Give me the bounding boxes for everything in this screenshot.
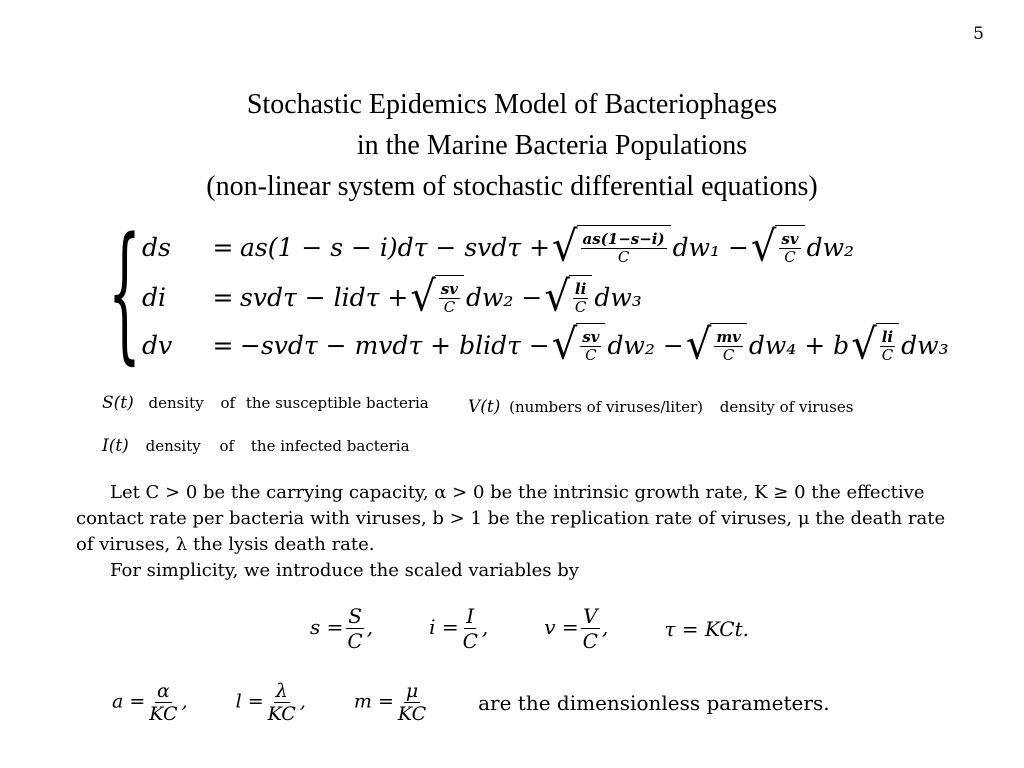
- scaled-v-lhs: v =: [544, 615, 579, 639]
- def-i-word2: of: [219, 437, 235, 455]
- def-s-word2: of: [220, 394, 236, 412]
- scaled-s-num: S: [348, 604, 362, 628]
- eq1-sqrt1-den: C: [617, 247, 630, 266]
- eq1-sqrt2-num: sv: [781, 229, 799, 248]
- param-l-num: λ: [275, 680, 288, 702]
- scaled-i-sep: ,: [481, 615, 489, 639]
- title-line-1: Stochastic Epidemics Model of Bacteriophages: [246, 89, 778, 120]
- param-text: are the dimensionless parameters.: [478, 690, 830, 715]
- param-l-den: KC: [267, 703, 296, 725]
- eq2-equals: =: [212, 282, 234, 312]
- eq3-sqrt3-num: li: [881, 327, 894, 346]
- eq2-terms: svdτ − lidτ +: [240, 282, 409, 312]
- dimensionless-parameters: [112, 680, 830, 725]
- eq1-sqrt-1: √ $\frac{as(1-s-i)}{C}$: [552, 225, 671, 269]
- param-a: [112, 680, 188, 725]
- eq3-equals: =: [212, 330, 234, 360]
- eq3-sqrt2-num: mv: [716, 327, 741, 346]
- para-line-3: of viruses, λ the lysis death rate.: [76, 534, 375, 555]
- param-l-sep: ,: [299, 690, 306, 713]
- eq3-sqrt-1: √ $\frac{sv}{C}$: [552, 323, 606, 367]
- eq3-lhs: dv: [142, 330, 173, 360]
- param-m: [354, 680, 430, 725]
- eq3-sqrt1-den: C: [585, 345, 597, 364]
- eq1-sqrt2-den: C: [784, 247, 796, 266]
- param-m-lhs: m =: [353, 690, 394, 713]
- def-v-desc: density of viruses: [719, 398, 854, 416]
- param-m-num: μ: [405, 680, 419, 702]
- eq3-sqrt1-num: sv: [582, 327, 600, 346]
- def-v-units: (numbers of viruses/liter): [509, 398, 703, 416]
- def-s-var: S(t): [102, 393, 134, 413]
- equation-ds: [142, 222, 854, 272]
- eq2-after-1: dw₂ −: [466, 282, 543, 312]
- eq1-sqrt-2: √ $\frac{sv}{C}$: [751, 225, 805, 269]
- eq2-lhs: di: [142, 282, 166, 312]
- def-s-desc: the susceptible bacteria: [245, 394, 429, 412]
- scaled-i: [429, 604, 488, 653]
- scaled-s: [310, 604, 373, 653]
- para-line-1: Let C > 0 be the carrying capacity, α > 0 be the intrinsic growth rate, K ≥ 0 the effective: [110, 482, 925, 503]
- equation-brace: {: [108, 206, 141, 378]
- def-i-desc: the infected bacteria: [250, 437, 410, 455]
- title-line-3: (non-linear system of stochastic differential equations): [206, 171, 818, 202]
- para-line-2: contact rate per bacteria with viruses, b > 1 be the replication rate of viruses, μ the death rate: [76, 508, 946, 529]
- page-number: 5: [973, 24, 984, 44]
- eq3-sqrt2-den: C: [722, 345, 735, 364]
- eq1-lhs: ds: [142, 232, 171, 262]
- eq2-sqrt1-den: C: [443, 297, 456, 316]
- eq1-equals: =: [212, 232, 234, 262]
- equation-di: [142, 272, 642, 322]
- eq2-sqrt2-den: C: [574, 297, 587, 316]
- param-a-den: KC: [149, 703, 178, 725]
- scaled-v: [544, 604, 608, 653]
- scaled-v-den: C: [582, 629, 598, 653]
- param-m-den: KC: [397, 703, 427, 725]
- param-a-num: α: [156, 680, 170, 702]
- eq1-after-2: dw₂: [806, 232, 855, 262]
- param-a-lhs: a =: [112, 690, 146, 713]
- def-s-word1: density: [148, 394, 204, 412]
- para-line-4: For simplicity, we introduce the scaled variables by: [110, 560, 579, 581]
- def-v-var: V(t): [468, 397, 501, 417]
- body-paragraph: [76, 480, 991, 584]
- scaled-variables: [310, 604, 749, 653]
- scaled-s-den: C: [347, 629, 363, 653]
- scaled-v-num: V: [583, 604, 598, 628]
- def-i-word1: density: [145, 437, 201, 455]
- equation-dv: [142, 320, 949, 370]
- param-a-sep: ,: [181, 690, 188, 713]
- def-v: [468, 397, 853, 417]
- eq2-sqrt-2: √ $\frac{li}{C}$: [544, 275, 592, 319]
- scaled-i-den: C: [462, 629, 478, 653]
- def-i: [102, 436, 410, 456]
- param-l-lhs: l =: [235, 690, 264, 713]
- param-l: [236, 680, 306, 725]
- eq1-sqrt1-num: as(1−s−i): [582, 229, 665, 248]
- def-s: [102, 393, 429, 413]
- eq3-sqrt3-den: C: [881, 345, 894, 364]
- eq3-after-3: dw₃: [901, 330, 949, 360]
- title-line-2: in the Marine Bacteria Populations: [356, 130, 748, 161]
- scaled-s-lhs: s =: [310, 615, 344, 639]
- eq3-after-2: dw₄ + b: [748, 330, 850, 360]
- scaled-i-num: I: [466, 604, 475, 628]
- eq3-after-1: dw₂ −: [607, 330, 684, 360]
- eq2-after-2: dw₃: [594, 282, 642, 312]
- scaled-v-sep: ,: [601, 615, 609, 639]
- def-i-var: I(t): [102, 436, 129, 456]
- eq1-terms: as(1 − s − i)dτ − svdτ +: [240, 232, 551, 262]
- eq3-terms: −svdτ − mvdτ + blidτ −: [240, 330, 550, 360]
- scaled-s-sep: ,: [366, 615, 374, 639]
- eq3-sqrt-3: √ $\frac{li}{C}$: [851, 323, 899, 367]
- scaled-tau: τ = KCt.: [664, 616, 749, 641]
- eq2-sqrt2-num: li: [574, 279, 587, 298]
- eq3-sqrt-2: √ $\frac{mv}{C}$: [686, 323, 747, 367]
- scaled-i-lhs: i =: [429, 615, 459, 639]
- eq1-after-1: dw₁ −: [672, 232, 749, 262]
- eq2-sqrt1-num: sv: [440, 279, 459, 298]
- eq2-sqrt-1: √ $\frac{sv}{C}$: [410, 275, 464, 319]
